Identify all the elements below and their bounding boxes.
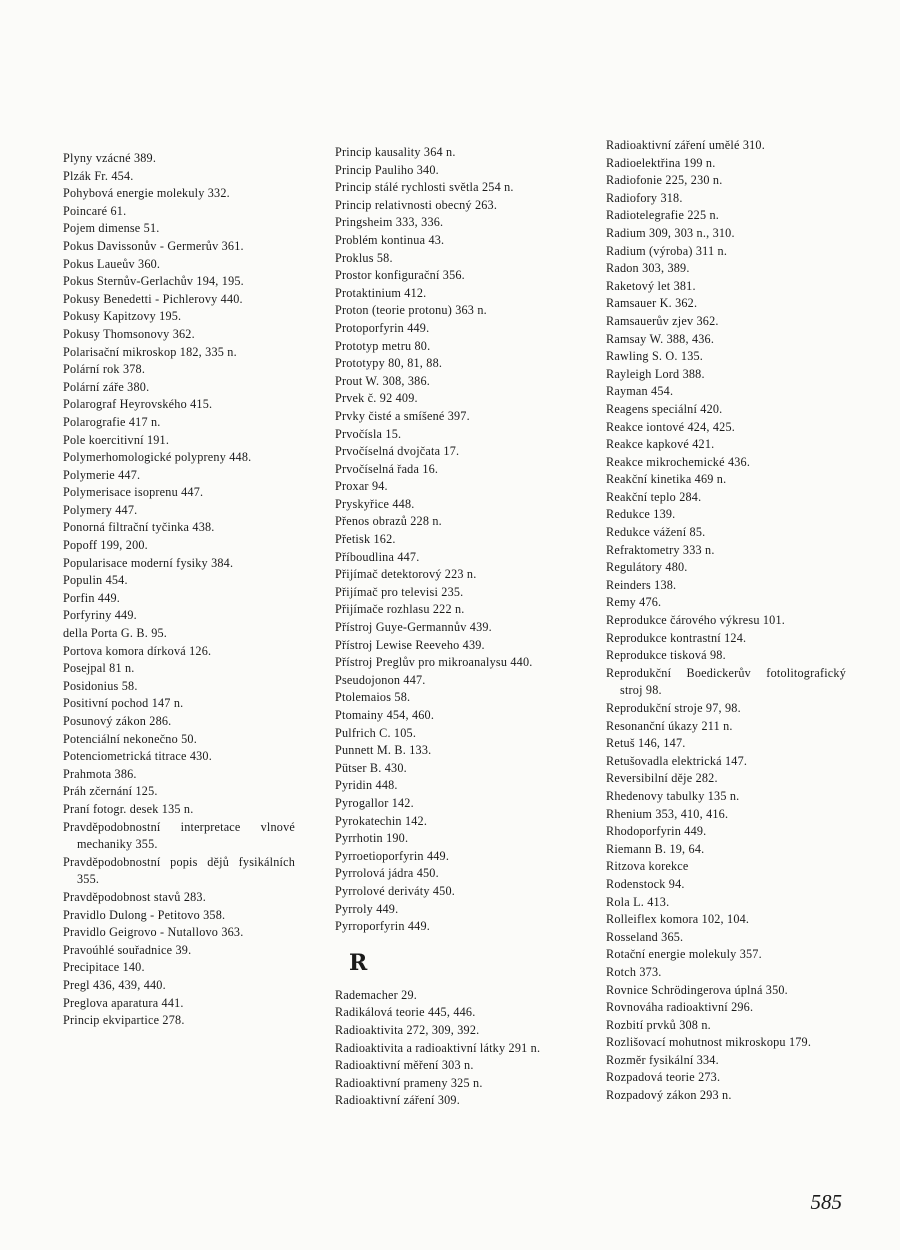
index-entry: Protoporfyrin 449. — [335, 320, 430, 335]
index-entry: Regulátory 480. — [606, 560, 688, 575]
index-entry: Pravidlo Geigrovo - Nutallovo 363. — [63, 925, 244, 940]
index-entry: Porfin 449. — [63, 590, 121, 605]
index-entry: Resonanční úkazy 211 n. — [606, 718, 733, 733]
index-entry: Plyny vzácné 389. — [63, 151, 157, 165]
index-entry: Rovnice Schrödingerova úplná 350. — [606, 982, 788, 997]
index-entry: Radioaktivní záření 309. — [335, 1093, 460, 1108]
index-entry: Pokusy Kapitzovy 195. — [63, 309, 182, 324]
index-entry: Riemann B. 19, 64. — [606, 841, 705, 856]
index-entry: Rawling S. O. 135. — [606, 349, 704, 364]
index-entry: Přijímač detektorový 223 n. — [335, 567, 477, 582]
index-entry: Polarisační mikroskop 182, 335 n. — [63, 344, 237, 359]
index-entry: Prvky čisté a smíšené 397. — [335, 408, 470, 423]
index-entry: Rola L. 413. — [606, 894, 670, 909]
index-entry: Princip stálé rychlosti světla 254 n. — [335, 180, 514, 195]
index-entry: Ramsauerův zjev 362. — [606, 313, 719, 328]
index-entry: Příboudlina 447. — [335, 549, 420, 564]
index-entry: Reakční teplo 284. — [606, 489, 702, 504]
index-entry: Protaktinium 412. — [335, 285, 427, 300]
index-entry: Radioaktivita 272, 309, 392. — [335, 1022, 480, 1037]
index-entry: Radioaktivní měření 303 n. — [335, 1058, 474, 1073]
index-entry: Rolleiflex komora 102, 104. — [606, 912, 750, 927]
index-entry: Positivní pochod 147 n. — [63, 696, 184, 711]
index-entry: Proton (teorie protonu) 363 n. — [335, 303, 487, 318]
index-entry: Potenciální nekonečno 50. — [63, 731, 197, 746]
index-entry: Pravoúhlé souřadnice 39. — [63, 942, 192, 957]
index-entry: Proxar 94. — [335, 479, 388, 494]
index-entry: Rhedenovy tabulky 135 n. — [606, 788, 740, 803]
index-entry: Prototypy 80, 81, 88. — [335, 356, 443, 371]
index-entry: Pokus Sternův-Gerlachův 194, 195. — [63, 274, 244, 289]
index-entry: Rozbití prvků 308 n. — [606, 1017, 711, 1032]
index-entry: Reakce iontové 424, 425. — [606, 419, 736, 434]
index-entry: Pyrogallor 142. — [335, 795, 414, 810]
index-entry: Popoff 199, 200. — [63, 538, 148, 553]
index-entry: Pokus Laueův 360. — [63, 256, 161, 271]
index-entry: Prvočísla 15. — [335, 426, 402, 441]
index-entry: Radon 303, 389. — [606, 261, 690, 276]
index-entry: Prvočíselná řada 16. — [335, 461, 439, 476]
index-entry: Pyridin 448. — [335, 778, 398, 793]
index-entry: Porfyriny 449. — [63, 608, 137, 623]
index-column-1 — [63, 150, 295, 1030]
index-entry: Radioaktivní prameny 325 n. — [335, 1075, 483, 1090]
index-entry: Radiofory 318. — [606, 190, 683, 205]
index-entry: Pütser B. 430. — [335, 760, 407, 775]
index-entry: Radikálová teorie 445, 446. — [335, 1005, 476, 1020]
index-entry: Prototyp metru 80. — [335, 338, 431, 353]
index-entry: Posejpal 81 n. — [63, 661, 135, 676]
index-entry: Reinders 138. — [606, 577, 677, 592]
index-entry: Pyrrolová jádra 450. — [335, 866, 439, 881]
index-entry: Práh zčernání 125. — [63, 784, 158, 799]
index-entry: Prvočíselná dvojčata 17. — [335, 444, 460, 459]
index-entry: Polymery 447. — [63, 502, 138, 517]
index-entry: Pokusy Benedetti - Pichlerovy 440. — [63, 291, 243, 306]
index-entry: Přístroj Preglův pro mikroanalysu 440. — [335, 655, 533, 670]
index-entry: Retušovadla elektrická 147. — [606, 753, 748, 768]
index-entry: Přijímač pro televisi 235. — [335, 584, 464, 599]
index-entry: Posunový zákon 286. — [63, 714, 172, 728]
index-entry: Reagens speciální 420. — [606, 401, 723, 416]
index-entry: Precipitace 140. — [63, 960, 145, 975]
index-entry: Prout W. 308, 386. — [335, 373, 431, 388]
index-entry: Retuš 146, 147. — [606, 736, 686, 751]
index-entry: Radioaktivní záření umělé 310. — [606, 138, 765, 152]
index-entry: Přetisk 162. — [335, 532, 396, 547]
index-entry: Proklus 58. — [335, 250, 393, 265]
index-entry: Pravděpodobnostní interpretace vlnové mechaniky 355. — [63, 819, 295, 852]
index-column-3 — [606, 137, 846, 1105]
index-entry: Posidonius 58. — [63, 678, 138, 693]
index-entry: Remy 476. — [606, 595, 662, 610]
index-entry: Prostor konfigurační 356. — [335, 268, 465, 283]
index-entry: Reprodukce kontrastní 124. — [606, 630, 747, 645]
index-entry: Potenciometrická titrace 430. — [63, 749, 212, 764]
index-entry: della Porta G. B. 95. — [63, 626, 168, 641]
index-entry: Polární záře 380. — [63, 379, 150, 394]
index-entry: Rozpadový zákon 293 n. — [606, 1088, 732, 1103]
index-entry: Ponorná filtrační tyčinka 438. — [63, 520, 215, 535]
index-entry: Raketový let 381. — [606, 278, 696, 293]
index-entry: Ramsay W. 388, 436. — [606, 331, 715, 346]
index-entry: Rhodoporfyrin 449. — [606, 824, 707, 839]
index-entry: Punnett M. B. 133. — [335, 743, 432, 758]
index-entry: Praní fotogr. desek 135 n. — [63, 801, 194, 816]
index-entry: Přístroj Guye-Germannův 439. — [335, 620, 492, 635]
index-entry: Radioaktivita a radioaktivní látky 291 n. — [335, 1040, 541, 1055]
index-entry: Ritzova korekce — [606, 859, 689, 874]
index-entry: Princip ekvipartice 278. — [63, 1013, 185, 1028]
index-entry: Popularisace moderní fysiky 384. — [63, 555, 234, 570]
index-entry: Redukce 139. — [606, 507, 676, 522]
index-entry: Polymerie 447. — [63, 467, 141, 482]
index-entry: Plzák Fr. 454. — [63, 168, 134, 183]
index-entry: Princip Pauliho 340. — [335, 162, 439, 177]
index-entry: Rayleigh Lord 388. — [606, 366, 705, 381]
index-entry: Pole koercitivní 191. — [63, 432, 170, 447]
index-entry: Pyrroporfyrin 449. — [335, 919, 430, 934]
index-entry: Pulfrich C. 105. — [335, 725, 417, 740]
index-entry: Rozpadová teorie 273. — [606, 1070, 721, 1085]
index-entry: Pokusy Thomsonovy 362. — [63, 326, 195, 341]
index-entry: Reversibilní děje 282. — [606, 771, 718, 786]
index-entry: Rodenstock 94. — [606, 876, 685, 891]
index-entry: Polární rok 378. — [63, 362, 146, 377]
index-entry: Pyrrolové deriváty 450. — [335, 883, 456, 898]
index-entry: Populin 454. — [63, 573, 128, 588]
index-entry: Polymerhomologické polypreny 448. — [63, 450, 252, 465]
section-letter: R — [349, 949, 368, 976]
index-entry: Refraktometry 333 n. — [606, 542, 715, 557]
index-entry: Rozlišovací mohutnost mikroskopu 179. — [606, 1035, 812, 1050]
index-entry: Reakce mikrochemické 436. — [606, 454, 751, 469]
index-entry: Reprodukce tisková 98. — [606, 648, 726, 663]
index-entry: Rovnováha radioaktivní 296. — [606, 1000, 754, 1015]
index-entry: Prvek č. 92 409. — [335, 391, 418, 406]
index-entry: Prahmota 386. — [63, 766, 137, 781]
index-entry: Ptomainy 454, 460. — [335, 708, 435, 722]
index-entry: Přenos obrazů 228 n. — [335, 514, 442, 529]
index-entry: Radiofonie 225, 230 n. — [606, 173, 723, 188]
index-entry: Pseudojonon 447. — [335, 672, 426, 687]
index-entry: Pyrroly 449. — [335, 901, 399, 916]
index-entry: Pojem dimense 51. — [63, 221, 160, 236]
page-number: 585 — [810, 1190, 842, 1214]
index-entry: Pravidlo Dulong - Petitovo 358. — [63, 907, 226, 922]
index-entry: Ptolemaios 58. — [335, 690, 411, 705]
index-entry: Rotační energie molekuly 357. — [606, 947, 762, 962]
index-entry: Pringsheim 333, 336. — [335, 215, 444, 230]
index-entry: Pyrokatechin 142. — [335, 813, 428, 828]
index-entry: Pokus Davissonův - Germerův 361. — [63, 238, 244, 253]
index-entry: Rademacher 29. — [335, 987, 417, 1002]
index-entry: Problém kontinua 43. — [335, 232, 445, 247]
index-entry: Pyrroetioporfyrin 449. — [335, 848, 450, 863]
index-entry: Princip kausality 364 n. — [335, 145, 456, 159]
index-entry: Polymerisace isoprenu 447. — [63, 485, 204, 500]
index-entry: Radium (výroba) 311 n. — [606, 243, 728, 258]
index-entry: Pravděpodobnost stavů 283. — [63, 889, 206, 904]
index-entry: Pryskyřice 448. — [335, 496, 415, 511]
index-entry: Polarografie 417 n. — [63, 414, 161, 429]
index-entry: Rayman 454. — [606, 384, 674, 399]
index-column-2 — [335, 144, 567, 1110]
index-entry: Pravděpodobnostní popis dějů fysikálních 355. — [63, 854, 295, 887]
index-entry: Radiotelegrafie 225 n. — [606, 208, 720, 223]
index-entry: Reprodukce čárového výkresu 101. — [606, 613, 786, 628]
index-entry: Přístroj Lewise Reeveho 439. — [335, 637, 485, 652]
index-entry: Portova komora dírková 126. — [63, 643, 212, 658]
index-entry: Preglova aparatura 441. — [63, 995, 184, 1010]
index-entry: Ramsauer K. 362. — [606, 296, 698, 311]
index-entry: Rotch 373. — [606, 964, 662, 979]
index-entry: Princip relativnosti obecný 263. — [335, 197, 498, 212]
index-entry: Reprodukční Boedickerův fotolitografický stroj 98. — [606, 665, 846, 698]
index-entry: Reakční kinetika 469 n. — [606, 472, 727, 487]
index-entry: Redukce vážení 85. — [606, 525, 706, 540]
index-entry: Rhenium 353, 410, 416. — [606, 806, 729, 821]
index-entry: Radioelektřina 199 n. — [606, 155, 716, 170]
index-entry: Poincaré 61. — [63, 203, 127, 218]
index-entry: Reprodukční stroje 97, 98. — [606, 701, 741, 715]
index-entry: Přijímače rozhlasu 222 n. — [335, 602, 465, 617]
index-entry: Polarograf Heyrovského 415. — [63, 397, 213, 412]
index-entry: Reakce kapkové 421. — [606, 437, 715, 452]
index-entry: Rozměr fysikální 334. — [606, 1052, 719, 1067]
index-entry: Radium 309, 303 n., 310. — [606, 225, 735, 240]
index-entry: Pyrrhotin 190. — [335, 831, 409, 846]
index-entry: Pregl 436, 439, 440. — [63, 977, 166, 992]
index-entry: Rosseland 365. — [606, 929, 684, 944]
index-entry: Pohybová energie molekuly 332. — [63, 186, 230, 201]
